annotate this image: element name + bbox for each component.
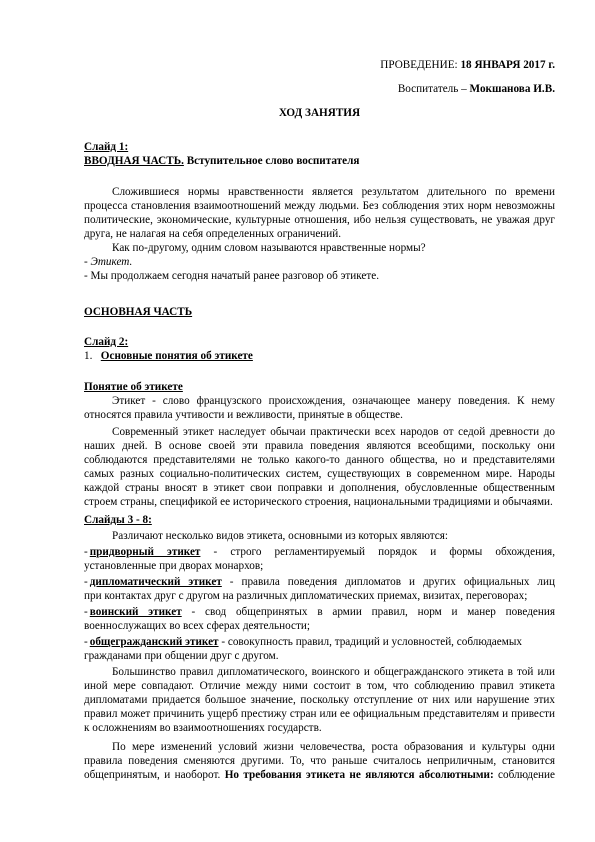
- date-line: [84, 58, 555, 72]
- slides3-8-label: Слайды 3 - 8:: [84, 514, 152, 526]
- kind-line: военнослужащих во всех сферах деятельности;: [84, 620, 310, 632]
- question-line: Как по-другому, одним словом называются нравственные нормы?: [112, 242, 426, 254]
- teacher-label: Воспитатель –: [397, 83, 467, 95]
- concept-line: самых разных социально-политических систем, существующих в современном мире. Народы: [84, 468, 555, 480]
- majority-line: правил может причинить ущерб престижу стран или ее официальным представителям и привести: [84, 708, 555, 720]
- slide1-heading: [84, 154, 555, 168]
- answer-line: - Этикет.: [84, 256, 133, 268]
- kind-line: - дипломатический этикет - правила поведения дипломатов и других официальных лиц: [84, 576, 555, 588]
- change-line: правила поведения сменяются другими. То, что раньше считалось неприличным, становится: [84, 755, 555, 767]
- kind-term: придворный этикет: [89, 546, 201, 558]
- intro-section-subtitle: Вступительное слово воспитателя: [186, 155, 360, 167]
- kind-line: - общегражданский этикет - совокупность правил, традиций и условностей, соблюдаемых: [84, 636, 522, 648]
- slide2-label: Слайд 2:: [84, 336, 129, 348]
- concept-line: строем страны, спецификой ее исторического строения, национальными традициями и обычаями.: [84, 496, 553, 508]
- intro-line: друга, не налагая на себя определенных ограничений.: [84, 228, 342, 240]
- teacher-name: Мокшанова И.В.: [469, 83, 555, 95]
- intro-section-title: ВВОДНАЯ ЧАСТЬ.: [84, 155, 184, 167]
- concept-line: Этикет - слово французского происхождения, означающее манеру поведения. К нему: [112, 395, 555, 407]
- change-line: [84, 768, 555, 782]
- intro-line: процесса становления взаимоотношений между людьми. Без соблюдения этих норм невозможны: [84, 200, 555, 212]
- kind-definition: - свод общепринятых в армии правил, норм и манер поведения: [181, 606, 555, 618]
- majority-line: дипломатами придается большое значение, поскольку отступление от них или нарушение этих: [84, 694, 555, 706]
- concept-line: относятся правила учтивости и вежливости, принятые в обществе.: [84, 409, 403, 421]
- item-number: 1.: [84, 350, 93, 362]
- kind-line: гражданами при общении друг с другом.: [84, 650, 279, 662]
- concept-line: соблюдаются представителями не только какого-то данного общества, но и представителями: [84, 454, 555, 466]
- kind-line: при контактах друг с другом на различных дипломатических приемах, визитах, переговорах;: [84, 590, 528, 602]
- main-part-title: ОСНОВНАЯ ЧАСТЬ: [84, 306, 193, 318]
- change-text: общепринятым, и наоборот.: [84, 769, 221, 781]
- kind-term: воинский этикет: [89, 606, 182, 618]
- intro-line: Сложившиеся нормы нравственности является результатом длительного по времени: [112, 186, 555, 198]
- concept-title: Понятие об этикете: [84, 381, 183, 393]
- kind-definition: - совокупность правил, традиций и условностей, соблюдаемых: [218, 636, 522, 648]
- kind-term: общегражданский этикет: [89, 636, 219, 648]
- change-line: По мере изменений условий жизни человечества, роста образования и культуры одни: [112, 741, 555, 753]
- slide2-item: [84, 349, 555, 363]
- kind-line: - придворный этикет - строго регламентируемый порядок и формы обхождения,: [84, 546, 555, 558]
- kind-term: дипломатический этикет: [89, 576, 222, 588]
- majority-line: к осложнениям во взаимоотношениях государств.: [84, 722, 322, 734]
- requirements-text: Но требования этикета не являются абсолютными:: [224, 769, 494, 781]
- kind-definition: - правила поведения дипломатов и других официальных лиц: [221, 576, 555, 588]
- date-value: 18 ЯНВАРЯ 2017 г.: [460, 59, 555, 71]
- continue-line: - Мы продолжаем сегодня начатый ранее разговор об этикете.: [84, 270, 380, 282]
- kind-definition: - строго регламентируемый порядок и формы обхождения,: [200, 546, 555, 558]
- majority-line: Большинство правил дипломатического, воинского и общегражданского этикета в той или: [112, 666, 555, 678]
- item-title: Основные понятия об этикете: [100, 350, 253, 362]
- date-label: ПРОВЕДЕНИЕ:: [380, 59, 458, 71]
- concept-line: Современный этикет наследует обычаи практически всех народов от седой древности до: [112, 426, 555, 438]
- majority-line: иной мере совпадают. Отличие между ними состоит в том, что соблюдению правил этикета: [84, 680, 555, 692]
- kind-line: установленные при дворах монархов;: [84, 560, 264, 572]
- kinds-intro: Различают несколько видов этикета, основными из которых являются:: [112, 530, 449, 542]
- teacher-line: [84, 82, 555, 96]
- page-title: ХОД ЗАНЯТИЯ: [278, 107, 361, 119]
- tail-text: соблюдение: [493, 769, 555, 781]
- kind-line: - воинский этикет - свод общепринятых в армии правил, норм и манер поведения: [84, 606, 555, 618]
- intro-line: политические, экономические, культурные отношения, ибо нельзя существовать, не уважая друг: [84, 214, 555, 226]
- concept-line: каждой страны вносят в этикет свои поправки и дополнения, обусловленные общественным: [84, 482, 555, 494]
- slide1-label: Слайд 1:: [84, 141, 129, 153]
- concept-line: наших дней. В основе своей эти правила поведения являются всеобщими, поскольку они: [84, 440, 555, 452]
